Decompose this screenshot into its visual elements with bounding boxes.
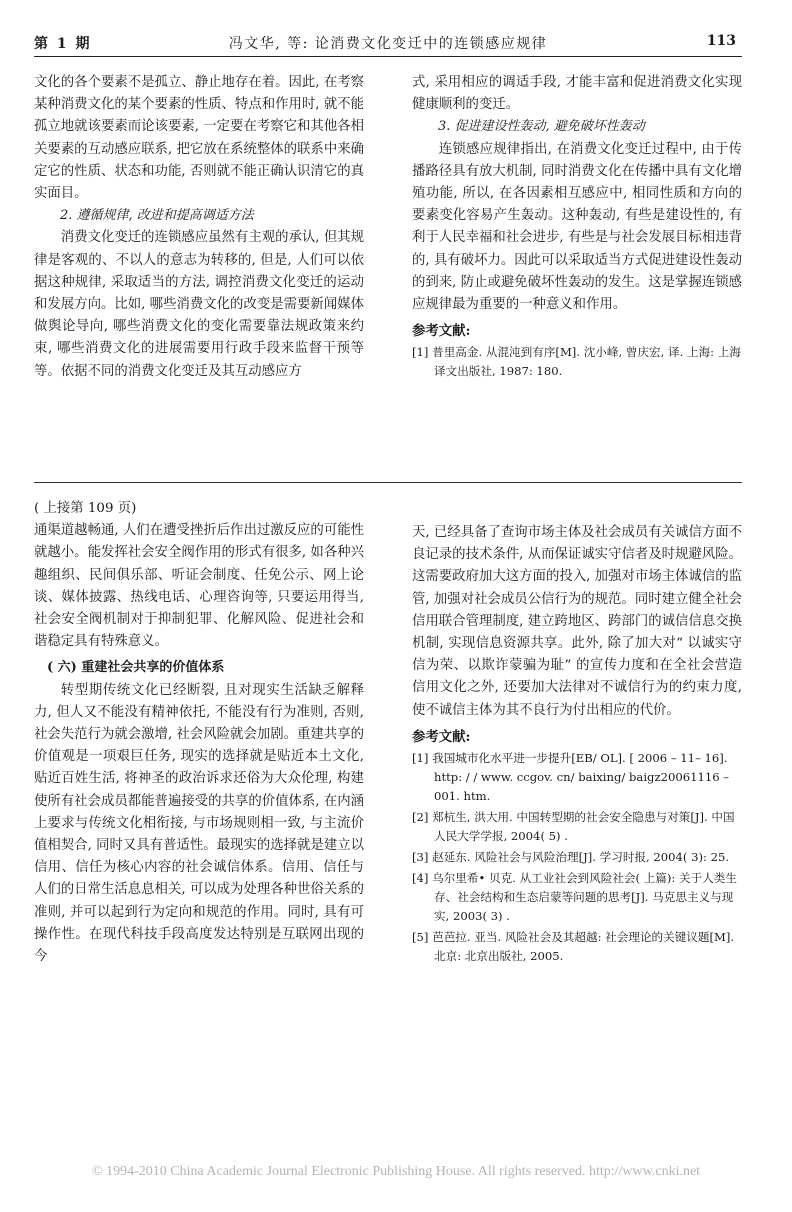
reference-item: [1] 我国城市化水平进一步提升[EB/ OL]. [ 2006 – 11– 16]. http: / / www. ccgov. cn/ baixing/ baigz20061116 – 001. htm.	[412, 751, 730, 804]
copyright-footer: © 1994-2010 China Academic Journal Electronic Publishing House. All rights reserved. http://www.cnki.net	[91, 1164, 701, 1179]
paragraph: 天, 已经具备了查询市场主体及社会成员有关诚信方面不良记录的技术条件, 从而保证诚实守信者及时规避风险。这需要政府加大这方面的投入, 加强对市场主体诚信的监管, 加强对社会成员公信行为的规范。同时建立健全社会信用联合管理制度, 建立跨地区、跨部门的诚信信息交换机制, 实现信息资源共享。此外, 除了加大对“ 以诚实守信为荣、以欺诈蒙骗为耻” 的宣传力度和在全社会营造信用文化之外, 还要加大法律对不诚信行为的约束力度, 使不诚信主体为其不良行为付出相应的代价。	[412, 525, 742, 718]
references-list	[412, 749, 742, 966]
paragraph: 转型期传统文化已经断裂, 且对现实生活缺乏解释力, 但人又不能没有精神依托, 不能没有行为准则, 否则, 社会失范行为就会激增, 社会风险就会加剧。重建共享的价值观是一项艰巨任务, 现实的选择就是贴近本土文化, 贴近百姓生活, 将神圣的政治诉求还俗为大众伦理, 构建使所有社会成员都能普遍接受的共享的价值体系, 在内涵上要求与传统文化相衔接, 与市场规则相一致, 与主流价值相契合, 同时又具有普适性。最现实的选择就是建立以信用、信任为核心内容的社会诚信体系。信用、信任与人们的日常生活息息相关, 可以成为处理各种世俗关系的准则, 并可以起到行为定向和规范的作用。同时, 具有可操作性。在现代科技手段高度发达特别是互联网出现的今	[34, 682, 364, 965]
issue-number: 第 1 期	[34, 36, 92, 52]
reference-item: [4] 乌尔里希• 贝克. 从工业社会到风险社会( 上篇): 关于人类生存、社会结构和生态启蒙等问题的思考[J]. 马克思主义与现实, 2003( 3) .	[412, 871, 737, 924]
paragraph: 连锁感应规律指出, 在消费文化变迁过程中, 由于传播路径具有放大机制, 同时消费文化在传播中具有文化增殖功能, 所以, 在各因素相互感应中, 相同性质和方向的要素变化容易产生轰动。这种轰动, 有些是建设性的, 有利于人民幸福和社会进步, 有些是与社会发展目标相违背的, 具有破坏力。因此可以采取适当方式促进建设性轰动的到来, 防止或避免破坏性轰动的发生。这是掌握连锁感应规律最为重要的一种意义和作用。	[412, 141, 742, 313]
paragraph: 消费文化变迁的连锁感应虽然有主观的承认, 但其规律是客观的、不以人的意志为转移的, 但是, 人们可以依据这种规律, 采取适当的方法, 调控消费文化变迁的运动和发展方向。比如, 哪些消费文化的改变是需要新闻媒体做舆论导向, 哪些消费文化的变化需要靠法规政策来约束, 哪些消费文化的进展需要用行政手段来监督干预等等。依据不同的消费文化变迁及其互动感应方	[34, 230, 364, 379]
reference-item: [2] 郑杭生, 洪大用. 中国转型期的社会安全隐患与对策[J]. 中国人民大学学报, 2004( 5) .	[412, 810, 735, 844]
section-heading: ( 六) 重建社会共享的价值体系	[47, 660, 225, 676]
page-number: 113	[706, 33, 736, 49]
paragraph: 式, 采用相应的调适手段, 才能丰富和促进消费文化实现健康顺利的变迁。	[412, 75, 742, 113]
continued-from-note: ( 上接第 109 页)	[34, 501, 137, 516]
references-list	[412, 343, 742, 381]
reference-item: [5] 芭芭拉. 亚当. 风险社会及其超越: 社会理论的关键议题[M]. 北京: 北京出版社, 2005.	[412, 930, 735, 964]
running-header	[34, 30, 742, 57]
article-column-right	[412, 72, 742, 383]
article-column-left	[34, 72, 364, 383]
paragraph: 文化的各个要素不是孤立、静止地存在着。因此, 在考察某种消费文化的某个要素的性质、特点和作用时, 就不能孤立地就该要素而论该要素, 一定要在考察它和其他各相关要素的互动感应联系, 把它放在系统整体的联系中来确定它的性质、状态和功能, 否则就不能正确认识清它的真实面目。	[34, 75, 364, 202]
reference-item: [3] 赵延东. 风险社会与风险治理[J]. 学习时报, 2004( 3): 25.	[412, 850, 730, 865]
paragraph: 通渠道越畅通, 人们在遭受挫折后作出过激反应的可能性就越小。能发挥社会安全阀作用的形式有很多, 如各种兴趣组织、民间俱乐部、听证会制度、任免公示、网上论谈、媒体披露、热线电话、心理咨询等, 只要运用得当, 社会安全阀机制对于抑制犯罪、化解风险、促进社会和谐稳定具有特殊意义。	[34, 523, 364, 650]
references-title: 参考文献:	[412, 323, 471, 340]
continued-column-right	[412, 522, 742, 968]
article-divider	[34, 482, 742, 483]
references-title: 参考文献:	[412, 728, 471, 745]
section-heading: 3. 促进建设性轰动, 避免破坏性轰动	[438, 119, 645, 135]
section-heading: 2. 遵循规律, 改进和提高调适方法	[60, 208, 254, 224]
continued-column-left	[34, 498, 364, 968]
running-title: 冯文华, 等: 论消费文化变迁中的连锁感应规律	[228, 36, 548, 52]
reference-item: [1] 普里高金. 从混沌到有序[M]. 沈小峰, 曾庆宏, 译. 上海: 上海译文出版社, 1987: 180.	[412, 345, 741, 379]
